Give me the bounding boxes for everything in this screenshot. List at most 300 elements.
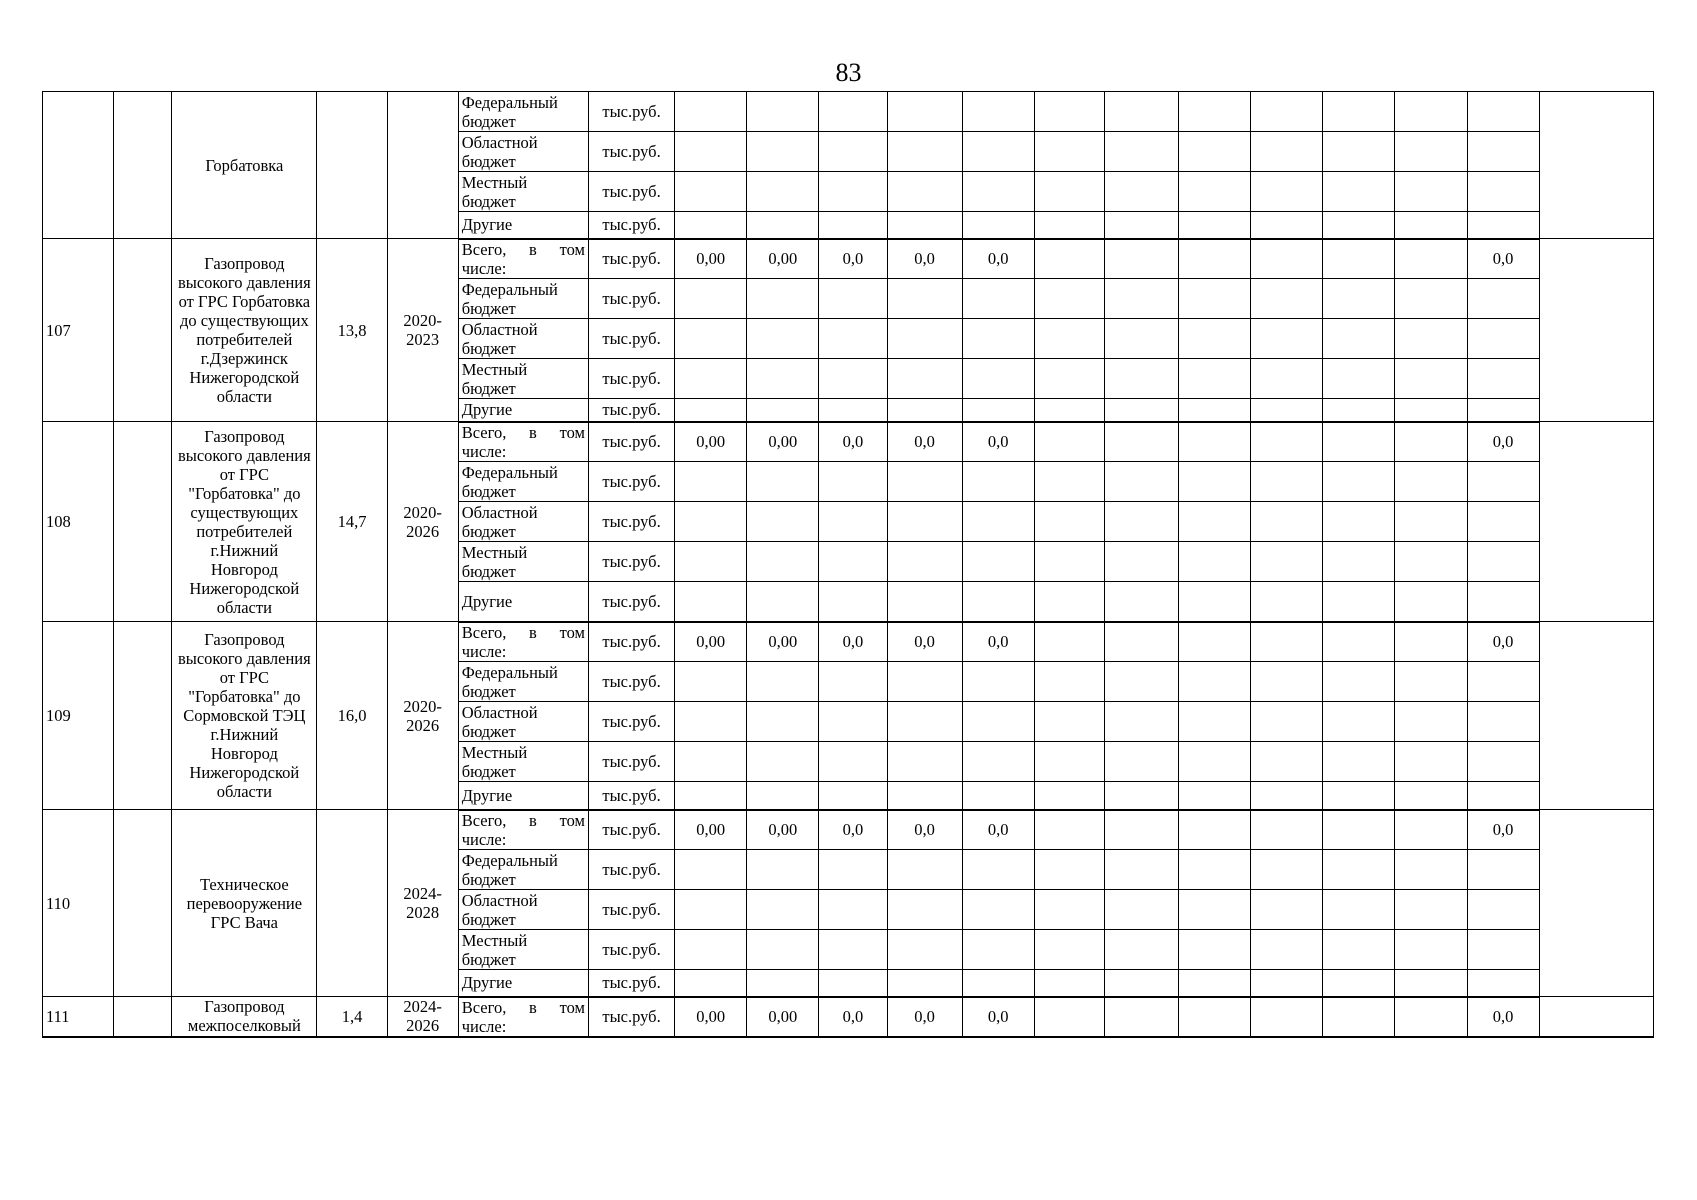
unit-cell: тыс.руб. xyxy=(588,582,674,622)
value-cell xyxy=(1104,810,1178,850)
value-cell xyxy=(675,279,747,319)
value-cell xyxy=(819,582,887,622)
value-cell xyxy=(1104,662,1178,702)
period-cell xyxy=(387,92,458,239)
value-cell xyxy=(1179,970,1251,997)
value-cell xyxy=(675,212,747,239)
value-cell xyxy=(1251,997,1323,1037)
value-cell xyxy=(747,92,819,132)
value-cell xyxy=(1323,502,1395,542)
value-cell xyxy=(675,930,747,970)
value-cell xyxy=(675,890,747,930)
source-cell: Местный бюджет xyxy=(458,359,588,399)
unit-cell: тыс.руб. xyxy=(588,92,674,132)
value-cell xyxy=(1251,399,1323,422)
value-cell xyxy=(1104,622,1178,662)
value-cell xyxy=(887,172,962,212)
value-cell xyxy=(819,359,887,399)
value-cell xyxy=(819,502,887,542)
value-cell xyxy=(675,970,747,997)
value-cell: 0,0 xyxy=(962,810,1034,850)
value-cell xyxy=(747,742,819,782)
value-cell xyxy=(1034,997,1104,1037)
value-cell: 0,0 xyxy=(1467,622,1539,662)
value-cell xyxy=(962,582,1034,622)
value-cell xyxy=(1104,542,1178,582)
unit-cell: тыс.руб. xyxy=(588,132,674,172)
value-cell xyxy=(1104,422,1178,462)
value-cell xyxy=(887,582,962,622)
value-cell xyxy=(1467,582,1539,622)
value-cell xyxy=(1104,399,1178,422)
value-cell xyxy=(887,319,962,359)
value-cell xyxy=(819,782,887,810)
value-cell xyxy=(1034,782,1104,810)
value-cell xyxy=(1034,422,1104,462)
unit-cell: тыс.руб. xyxy=(588,239,674,279)
value-cell xyxy=(887,399,962,422)
value-cell xyxy=(1179,890,1251,930)
value-cell xyxy=(1034,662,1104,702)
value-cell xyxy=(1179,782,1251,810)
value-cell xyxy=(819,92,887,132)
unit-cell: тыс.руб. xyxy=(588,850,674,890)
value-cell xyxy=(962,702,1034,742)
value-cell xyxy=(1034,702,1104,742)
value-cell xyxy=(1034,850,1104,890)
note-cell xyxy=(1539,810,1653,997)
value-cell xyxy=(1395,662,1467,702)
object-name-cell: Газопровод высокого давления от ГРС "Горбатовка" до Сормовской ТЭЦ г.Нижний Новгород Нижегородской области xyxy=(172,622,317,810)
value-cell xyxy=(1104,742,1178,782)
value-cell xyxy=(1467,930,1539,970)
value-cell xyxy=(1323,890,1395,930)
value-cell xyxy=(1034,279,1104,319)
value-cell xyxy=(887,742,962,782)
value-cell xyxy=(1104,359,1178,399)
value-cell xyxy=(1467,702,1539,742)
value-cell xyxy=(747,502,819,542)
value-cell: 0,00 xyxy=(675,239,747,279)
table-row xyxy=(43,239,1654,279)
value-cell xyxy=(675,132,747,172)
value-cell xyxy=(1395,582,1467,622)
value-cell xyxy=(1104,132,1178,172)
value-cell xyxy=(819,212,887,239)
source-cell: Федеральный бюджет xyxy=(458,462,588,502)
value-cell xyxy=(747,462,819,502)
value-cell xyxy=(1179,502,1251,542)
length-cell: 16,0 xyxy=(317,622,387,810)
value-cell xyxy=(1104,462,1178,502)
value-cell xyxy=(1323,279,1395,319)
value-cell xyxy=(1395,212,1467,239)
value-cell xyxy=(1323,622,1395,662)
value-cell xyxy=(1323,662,1395,702)
table-row xyxy=(43,997,1654,1037)
value-cell xyxy=(747,132,819,172)
source-cell: Другие xyxy=(458,782,588,810)
unit-cell: тыс.руб. xyxy=(588,319,674,359)
value-cell xyxy=(1034,132,1104,172)
value-cell xyxy=(1395,622,1467,662)
value-cell xyxy=(1323,850,1395,890)
value-cell xyxy=(819,970,887,997)
value-cell xyxy=(1179,582,1251,622)
table-row xyxy=(43,622,1654,662)
value-cell xyxy=(1323,782,1395,810)
unit-cell: тыс.руб. xyxy=(588,542,674,582)
value-cell xyxy=(1251,662,1323,702)
value-cell: 0,00 xyxy=(675,422,747,462)
note-cell xyxy=(1539,997,1653,1037)
length-cell: 14,7 xyxy=(317,422,387,622)
value-cell xyxy=(887,462,962,502)
page-number: 83 xyxy=(835,58,862,87)
value-cell xyxy=(887,930,962,970)
value-cell xyxy=(675,782,747,810)
value-cell xyxy=(1467,782,1539,810)
value-cell xyxy=(1395,279,1467,319)
object-number-cell xyxy=(43,92,114,239)
object-number-cell: 111 xyxy=(43,997,114,1037)
value-cell xyxy=(1179,930,1251,970)
value-cell xyxy=(1251,239,1323,279)
source-cell: Федеральный бюджет xyxy=(458,662,588,702)
value-cell xyxy=(887,132,962,172)
value-cell xyxy=(675,462,747,502)
value-cell xyxy=(819,702,887,742)
period-cell: 2024-2026 xyxy=(387,997,458,1037)
value-cell xyxy=(1179,132,1251,172)
value-cell: 0,00 xyxy=(675,810,747,850)
value-cell xyxy=(1395,132,1467,172)
value-cell xyxy=(747,890,819,930)
value-cell xyxy=(1251,582,1323,622)
value-cell xyxy=(887,702,962,742)
unit-cell: тыс.руб. xyxy=(588,930,674,970)
value-cell xyxy=(1323,997,1395,1037)
value-cell xyxy=(1395,319,1467,359)
source-cell: Другие xyxy=(458,399,588,422)
value-cell xyxy=(1467,542,1539,582)
value-cell xyxy=(962,742,1034,782)
value-cell xyxy=(819,319,887,359)
value-cell xyxy=(887,890,962,930)
value-cell: 0,0 xyxy=(1467,422,1539,462)
blank-cell xyxy=(114,622,172,810)
unit-cell: тыс.руб. xyxy=(588,890,674,930)
object-number-cell: 110 xyxy=(43,810,114,997)
length-cell xyxy=(317,810,387,997)
value-cell: 0,0 xyxy=(887,422,962,462)
length-cell: 1,4 xyxy=(317,997,387,1037)
period-cell: 2024-2028 xyxy=(387,810,458,997)
value-cell xyxy=(1104,212,1178,239)
value-cell: 0,00 xyxy=(675,622,747,662)
value-cell xyxy=(747,279,819,319)
value-cell xyxy=(1467,359,1539,399)
value-cell xyxy=(1104,279,1178,319)
value-cell xyxy=(675,359,747,399)
value-cell xyxy=(1251,212,1323,239)
unit-cell: тыс.руб. xyxy=(588,359,674,399)
value-cell xyxy=(1034,890,1104,930)
value-cell xyxy=(1323,172,1395,212)
value-cell xyxy=(1251,92,1323,132)
value-cell xyxy=(962,399,1034,422)
value-cell xyxy=(887,359,962,399)
value-cell xyxy=(1179,239,1251,279)
source-cell: Другие xyxy=(458,582,588,622)
value-cell xyxy=(1467,890,1539,930)
value-cell xyxy=(1395,462,1467,502)
value-cell: 0,0 xyxy=(962,239,1034,279)
value-cell xyxy=(962,502,1034,542)
value-cell xyxy=(1034,92,1104,132)
source-cell: Областной бюджет xyxy=(458,502,588,542)
value-cell xyxy=(1323,582,1395,622)
value-cell xyxy=(675,172,747,212)
value-cell xyxy=(1395,850,1467,890)
blank-cell xyxy=(114,92,172,239)
value-cell xyxy=(1251,502,1323,542)
value-cell xyxy=(747,930,819,970)
value-cell xyxy=(1251,702,1323,742)
value-cell: 0,0 xyxy=(819,810,887,850)
value-cell xyxy=(1395,542,1467,582)
value-cell xyxy=(1323,239,1395,279)
value-cell xyxy=(1251,319,1323,359)
value-cell xyxy=(675,502,747,542)
value-cell xyxy=(1251,782,1323,810)
value-cell xyxy=(1179,662,1251,702)
value-cell: 0,0 xyxy=(819,622,887,662)
value-cell xyxy=(1179,172,1251,212)
value-cell xyxy=(1179,319,1251,359)
source-cell: Местный бюджет xyxy=(458,172,588,212)
value-cell xyxy=(1104,319,1178,359)
value-cell xyxy=(962,212,1034,239)
period-cell: 2020-2023 xyxy=(387,239,458,422)
period-cell: 2020-2026 xyxy=(387,622,458,810)
value-cell: 0,0 xyxy=(819,997,887,1037)
object-name-cell: Техническое перевооружение ГРС Вача xyxy=(172,810,317,997)
source-cell: Другие xyxy=(458,212,588,239)
value-cell xyxy=(1179,279,1251,319)
value-cell xyxy=(1034,462,1104,502)
value-cell xyxy=(1467,319,1539,359)
value-cell xyxy=(1034,970,1104,997)
value-cell xyxy=(819,172,887,212)
value-cell xyxy=(1251,930,1323,970)
source-cell: Всего, в том числе: xyxy=(458,622,588,662)
value-cell xyxy=(1467,502,1539,542)
value-cell xyxy=(887,502,962,542)
value-cell xyxy=(1034,622,1104,662)
value-cell xyxy=(1323,702,1395,742)
value-cell xyxy=(887,92,962,132)
value-cell xyxy=(1034,212,1104,239)
value-cell: 0,0 xyxy=(1467,810,1539,850)
value-cell xyxy=(962,890,1034,930)
source-cell: Другие xyxy=(458,970,588,997)
value-cell xyxy=(747,782,819,810)
value-cell xyxy=(887,662,962,702)
unit-cell: тыс.руб. xyxy=(588,970,674,997)
value-cell xyxy=(1179,212,1251,239)
value-cell xyxy=(1323,399,1395,422)
value-cell xyxy=(1467,172,1539,212)
value-cell xyxy=(1104,582,1178,622)
value-cell xyxy=(962,850,1034,890)
value-cell xyxy=(1104,890,1178,930)
blank-cell xyxy=(114,422,172,622)
note-cell xyxy=(1539,622,1653,810)
value-cell: 0,00 xyxy=(747,622,819,662)
value-cell xyxy=(1395,422,1467,462)
value-cell xyxy=(962,462,1034,502)
value-cell: 0,0 xyxy=(887,239,962,279)
period-cell: 2020-2026 xyxy=(387,422,458,622)
value-cell xyxy=(1467,742,1539,782)
value-cell xyxy=(675,399,747,422)
value-cell xyxy=(1104,239,1178,279)
value-cell xyxy=(1395,810,1467,850)
value-cell xyxy=(1251,542,1323,582)
value-cell xyxy=(1179,462,1251,502)
value-cell: 0,0 xyxy=(887,810,962,850)
value-cell xyxy=(1323,542,1395,582)
value-cell xyxy=(747,970,819,997)
value-cell xyxy=(675,319,747,359)
unit-cell: тыс.руб. xyxy=(588,399,674,422)
value-cell xyxy=(819,399,887,422)
value-cell xyxy=(887,850,962,890)
unit-cell: тыс.руб. xyxy=(588,279,674,319)
value-cell xyxy=(1323,810,1395,850)
unit-cell: тыс.руб. xyxy=(588,742,674,782)
value-cell xyxy=(1467,462,1539,502)
value-cell xyxy=(1251,890,1323,930)
source-cell: Федеральный бюджет xyxy=(458,92,588,132)
object-name-cell: Газопровод высокого давления от ГРС Горбатовка до существующих потребителей г.Дзержинск Нижегородской области xyxy=(172,239,317,422)
value-cell xyxy=(1395,890,1467,930)
value-cell: 0,00 xyxy=(747,997,819,1037)
value-cell: 0,0 xyxy=(1467,239,1539,279)
value-cell xyxy=(1395,399,1467,422)
value-cell xyxy=(747,582,819,622)
value-cell xyxy=(1251,970,1323,997)
value-cell xyxy=(1251,622,1323,662)
value-cell xyxy=(1104,850,1178,890)
value-cell xyxy=(819,662,887,702)
value-cell xyxy=(819,742,887,782)
source-cell: Федеральный бюджет xyxy=(458,279,588,319)
value-cell xyxy=(1034,359,1104,399)
value-cell xyxy=(1395,970,1467,997)
value-cell xyxy=(675,582,747,622)
value-cell xyxy=(1179,92,1251,132)
length-cell: 13,8 xyxy=(317,239,387,422)
table-row xyxy=(43,810,1654,850)
source-cell: Областной бюджет xyxy=(458,702,588,742)
value-cell xyxy=(1104,92,1178,132)
unit-cell: тыс.руб. xyxy=(588,702,674,742)
value-cell xyxy=(747,702,819,742)
value-cell xyxy=(962,930,1034,970)
value-cell xyxy=(1034,502,1104,542)
unit-cell: тыс.руб. xyxy=(588,622,674,662)
value-cell: 0,0 xyxy=(819,239,887,279)
value-cell xyxy=(675,702,747,742)
value-cell xyxy=(675,542,747,582)
value-cell xyxy=(1323,970,1395,997)
value-cell xyxy=(1395,782,1467,810)
value-cell xyxy=(962,542,1034,582)
source-cell: Всего, в том числе: xyxy=(458,810,588,850)
value-cell xyxy=(1395,239,1467,279)
table-row xyxy=(43,422,1654,462)
value-cell xyxy=(819,890,887,930)
value-cell xyxy=(1467,850,1539,890)
value-cell xyxy=(1323,92,1395,132)
value-cell xyxy=(962,279,1034,319)
value-cell: 0,0 xyxy=(962,997,1034,1037)
value-cell xyxy=(1323,132,1395,172)
unit-cell: тыс.руб. xyxy=(588,810,674,850)
value-cell xyxy=(1179,997,1251,1037)
value-cell xyxy=(747,172,819,212)
unit-cell: тыс.руб. xyxy=(588,502,674,542)
value-cell xyxy=(1104,930,1178,970)
value-cell xyxy=(1323,212,1395,239)
value-cell xyxy=(675,742,747,782)
value-cell xyxy=(1104,172,1178,212)
value-cell xyxy=(962,172,1034,212)
value-cell xyxy=(675,92,747,132)
value-cell: 0,0 xyxy=(819,422,887,462)
value-cell: 0,0 xyxy=(887,997,962,1037)
value-cell xyxy=(747,662,819,702)
table-row xyxy=(43,92,1654,132)
value-cell xyxy=(1104,970,1178,997)
value-cell xyxy=(1467,970,1539,997)
value-cell xyxy=(675,850,747,890)
value-cell xyxy=(1395,930,1467,970)
unit-cell: тыс.руб. xyxy=(588,997,674,1037)
source-cell: Всего, в том числе: xyxy=(458,997,588,1037)
unit-cell: тыс.руб. xyxy=(588,422,674,462)
value-cell xyxy=(1467,662,1539,702)
value-cell xyxy=(887,542,962,582)
value-cell xyxy=(962,132,1034,172)
value-cell xyxy=(1104,782,1178,810)
unit-cell: тыс.руб. xyxy=(588,462,674,502)
source-cell: Федеральный бюджет xyxy=(458,850,588,890)
value-cell xyxy=(1179,542,1251,582)
value-cell xyxy=(819,930,887,970)
value-cell xyxy=(1395,359,1467,399)
value-cell: 0,0 xyxy=(962,422,1034,462)
value-cell: 0,0 xyxy=(962,622,1034,662)
value-cell xyxy=(887,970,962,997)
object-name-cell: Газопровод межпоселковый xyxy=(172,997,317,1037)
value-cell xyxy=(1179,810,1251,850)
value-cell xyxy=(1251,422,1323,462)
value-cell xyxy=(887,782,962,810)
value-cell xyxy=(1395,92,1467,132)
